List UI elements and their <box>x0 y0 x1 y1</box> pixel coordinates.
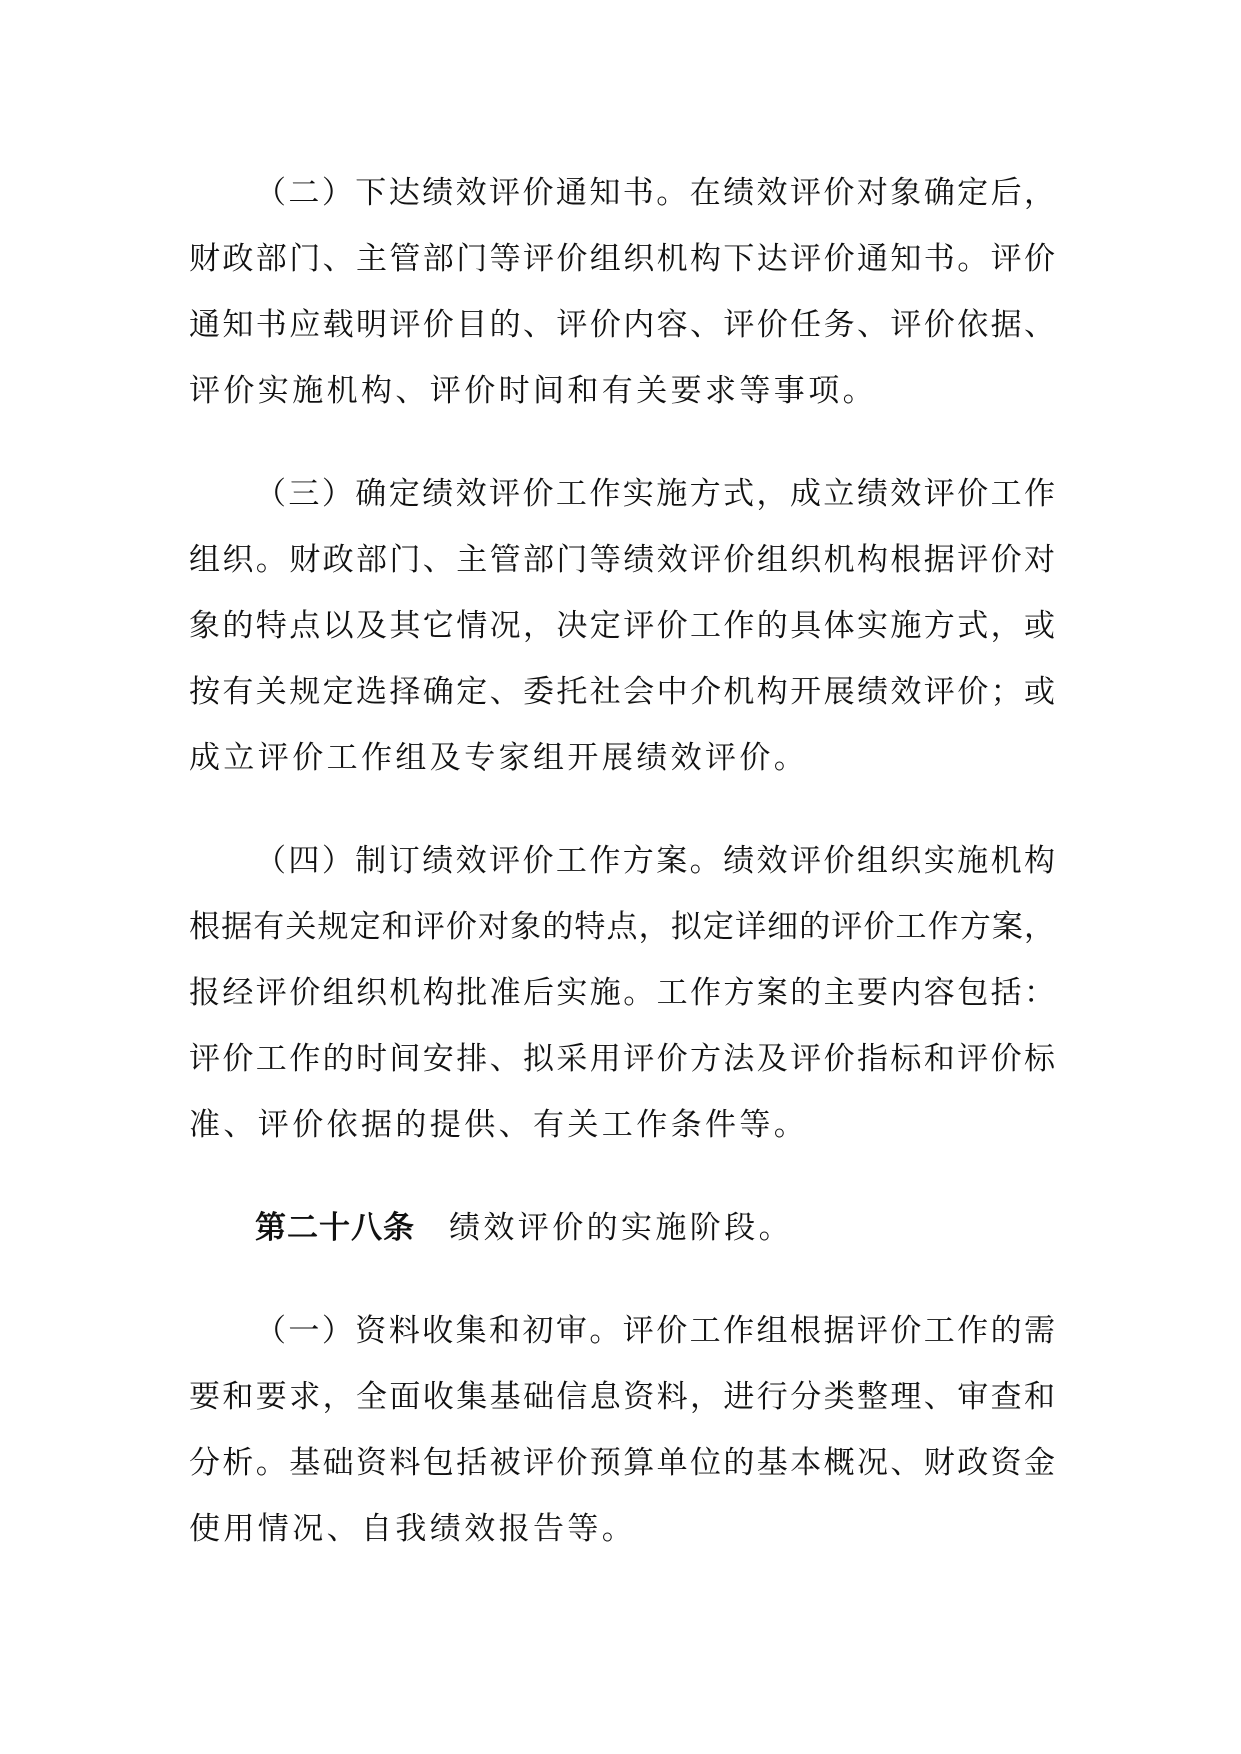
text-line: 要和要求，全面收集基础信息资料，进行分类整理、审查和 <box>189 1379 1055 1415</box>
paragraph-gap <box>189 424 1055 461</box>
text-line: 评价实施机构、评价时间和有关要求等事项。 <box>189 373 877 409</box>
text-line: （一）资料收集和初审。评价工作组根据评价工作的需 <box>255 1313 1055 1349</box>
article-number: 第二十八条 <box>255 1210 415 1246</box>
document-body <box>189 160 1055 1562</box>
text-line: 准、评价依据的提供、有关工作条件等。 <box>189 1107 809 1143</box>
text-line: 报经评价组织机构批准后实施。工作方案的主要内容包括： <box>189 975 1055 1011</box>
text-line: 通知书应载明评价目的、评价内容、评价任务、评价依据、 <box>189 307 1055 343</box>
text-line: 根据有关规定和评价对象的特点，拟定详细的评价工作方案， <box>189 909 1055 945</box>
text-line: 成立评价工作组及专家组开展绩效评价。 <box>189 740 809 776</box>
text-line: 财政部门、主管部门等评价组织机构下达评价通知书。评价 <box>189 241 1055 277</box>
text-line: 组织。财政部门、主管部门等绩效评价组织机构根据评价对 <box>189 542 1055 578</box>
paragraph-item-1 <box>189 1298 1055 1562</box>
paragraph-item-4 <box>189 828 1055 1158</box>
article-heading-line <box>189 1195 1055 1261</box>
text-line: （二）下达绩效评价通知书。在绩效评价对象确定后， <box>255 175 1055 211</box>
article-title: 绩效评价的实施阶段。 <box>449 1210 793 1246</box>
text-line: 象的特点以及其它情况，决定评价工作的具体实施方式，或 <box>189 608 1055 644</box>
paragraph-gap <box>189 1158 1055 1195</box>
text-line: 按有关规定选择确定、委托社会中介机构开展绩效评价；或 <box>189 674 1055 710</box>
text-line: 分析。基础资料包括被评价预算单位的基本概况、财政资金 <box>189 1445 1055 1481</box>
paragraph-item-2 <box>189 160 1055 424</box>
text-line: 评价工作的时间安排、拟采用评价方法及评价指标和评价标 <box>189 1041 1055 1077</box>
text-line: （四）制订绩效评价工作方案。绩效评价组织实施机构 <box>255 843 1055 879</box>
text-line: （三）确定绩效评价工作实施方式，成立绩效评价工作 <box>255 476 1055 512</box>
text-line: 使用情况、自我绩效报告等。 <box>189 1511 637 1547</box>
article-heading <box>189 1195 1055 1261</box>
paragraph-item-3 <box>189 461 1055 791</box>
paragraph-gap <box>189 791 1055 828</box>
paragraph-gap <box>189 1261 1055 1298</box>
